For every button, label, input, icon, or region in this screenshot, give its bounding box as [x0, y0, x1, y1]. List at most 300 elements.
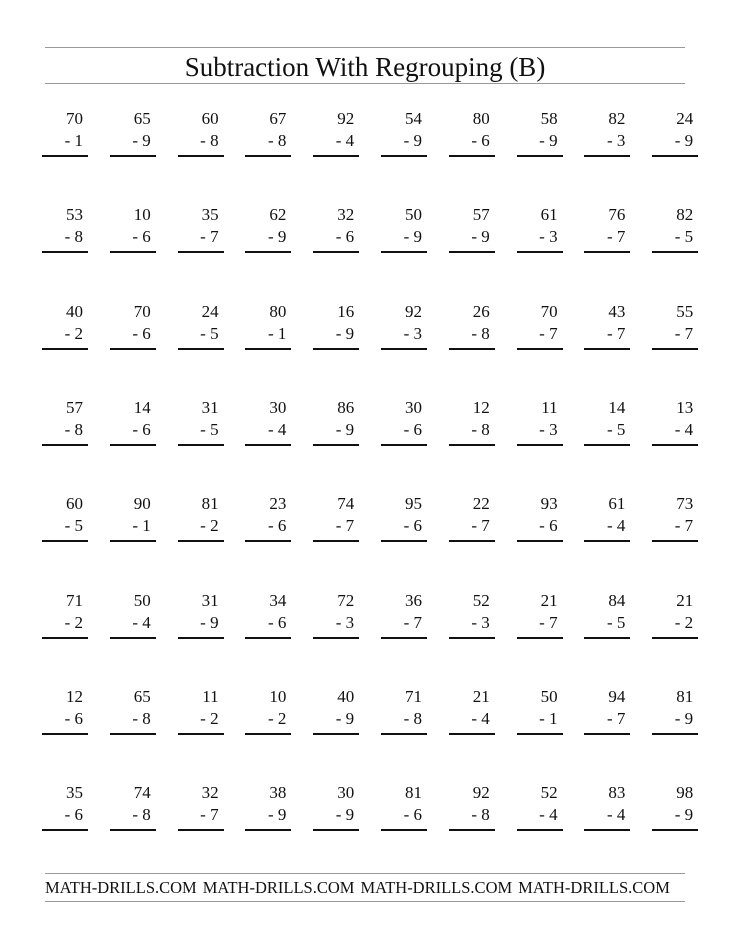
answer-line [245, 444, 291, 446]
answer-line [42, 444, 88, 446]
minuend: 22 [472, 494, 490, 514]
answer-line [584, 251, 630, 253]
answer-line [652, 444, 698, 446]
minuend: 83 [608, 783, 626, 803]
problem-5-6 [381, 494, 427, 540]
subtrahend: - 2 [200, 708, 219, 728]
minuend: 40 [337, 686, 355, 706]
problem-6-7 [449, 591, 495, 637]
answer-line [517, 637, 563, 639]
problem-3-7 [449, 302, 495, 348]
problem-7-4 [245, 687, 291, 733]
subtrahend: - 6 [267, 612, 287, 632]
subtrahend: - 8 [471, 805, 490, 825]
title-bottom-rule [45, 83, 685, 84]
minuend: 21 [540, 590, 558, 610]
subtrahend: - 9 [267, 805, 287, 825]
answer-line [245, 348, 291, 350]
problem-1-10 [652, 109, 698, 155]
minuend: 82 [676, 205, 694, 225]
problem-4-4 [245, 398, 291, 444]
minuend: 72 [337, 590, 355, 610]
answer-line [313, 444, 359, 446]
minuend: 12 [472, 397, 490, 417]
problem-4-1 [42, 398, 88, 444]
problem-8-3 [178, 783, 224, 829]
problem-8-7 [449, 783, 495, 829]
minuend: 12 [66, 686, 83, 706]
title-top-rule [45, 47, 685, 48]
answer-line [584, 733, 630, 735]
problem-3-6 [381, 302, 427, 348]
minuend: 34 [269, 590, 287, 610]
problem-1-5 [313, 109, 359, 155]
answer-line [449, 733, 495, 735]
subtrahend: - 5 [200, 323, 219, 343]
answer-line [313, 348, 359, 350]
answer-line [178, 637, 224, 639]
answer-line [449, 637, 495, 639]
subtrahend: - 9 [267, 227, 287, 247]
answer-line [381, 348, 427, 350]
answer-line [517, 829, 563, 831]
subtrahend: - 9 [335, 419, 355, 439]
answer-line [42, 733, 88, 735]
problem-1-9 [584, 109, 630, 155]
answer-line [449, 829, 495, 831]
problem-5-4 [245, 494, 291, 540]
minuend: 30 [337, 783, 355, 803]
subtrahend: - 6 [267, 516, 287, 536]
minuend: 10 [269, 686, 287, 706]
problem-4-8 [517, 398, 563, 444]
problem-5-7 [449, 494, 495, 540]
subtrahend: - 9 [539, 131, 558, 150]
answer-line [245, 155, 291, 157]
subtrahend: - 7 [539, 612, 558, 632]
problem-2-6 [381, 205, 427, 251]
subtrahend: - 7 [335, 516, 355, 536]
problem-3-2 [110, 302, 156, 348]
subtrahend: - 6 [64, 805, 83, 825]
subtrahend: - 2 [674, 612, 694, 632]
problem-6-6 [381, 591, 427, 637]
problem-6-5 [313, 591, 359, 637]
minuend: 95 [405, 494, 422, 514]
subtrahend: - 4 [674, 419, 694, 439]
subtrahend: - 5 [200, 419, 219, 439]
problem-2-1 [42, 205, 88, 251]
footer-bottom-rule [45, 901, 685, 902]
minuend: 93 [540, 494, 558, 514]
minuend: 50 [133, 590, 151, 610]
minuend: 67 [269, 109, 287, 128]
problem-6-3 [178, 591, 224, 637]
subtrahend: - 7 [403, 612, 422, 632]
subtrahend: - 9 [674, 805, 694, 825]
answer-line [42, 348, 88, 350]
subtrahend: - 5 [606, 612, 626, 632]
subtrahend: - 7 [471, 516, 490, 536]
subtrahend: - 8 [64, 227, 83, 247]
minuend: 50 [405, 205, 422, 225]
minuend: 57 [66, 397, 83, 417]
problem-5-10 [652, 494, 698, 540]
answer-line [313, 733, 359, 735]
problem-7-7 [449, 687, 495, 733]
problem-2-2 [110, 205, 156, 251]
problem-7-2 [110, 687, 156, 733]
subtrahend: - 9 [335, 323, 355, 343]
minuend: 74 [337, 494, 355, 514]
answer-line [652, 251, 698, 253]
answer-line [110, 733, 156, 735]
answer-line [381, 251, 427, 253]
minuend: 21 [676, 590, 694, 610]
subtrahend: - 1 [267, 323, 287, 343]
minuend: 94 [608, 686, 626, 706]
problem-6-8 [517, 591, 563, 637]
minuend: 84 [608, 590, 626, 610]
problem-4-2 [110, 398, 156, 444]
minuend: 65 [133, 109, 151, 128]
subtrahend: - 8 [471, 323, 490, 343]
answer-line [584, 155, 630, 157]
problem-2-8 [517, 205, 563, 251]
problem-8-10 [652, 783, 698, 829]
subtrahend: - 3 [403, 323, 422, 343]
answer-line [652, 733, 698, 735]
minuend: 40 [66, 301, 83, 321]
answer-line [245, 251, 291, 253]
minuend: 11 [541, 397, 558, 417]
minuend: 76 [608, 205, 626, 225]
answer-line [245, 733, 291, 735]
problem-1-2 [110, 109, 156, 155]
problem-8-9 [584, 783, 630, 829]
problem-5-9 [584, 494, 630, 540]
problem-6-2 [110, 591, 156, 637]
problem-5-5 [313, 494, 359, 540]
answer-line [584, 637, 630, 639]
problem-8-6 [381, 783, 427, 829]
minuend: 23 [269, 494, 287, 514]
subtrahend: - 8 [471, 419, 490, 439]
subtrahend: - 7 [200, 227, 219, 247]
minuend: 30 [405, 397, 422, 417]
minuend: 61 [540, 205, 558, 225]
problem-7-6 [381, 687, 427, 733]
answer-line [584, 829, 630, 831]
problem-7-1 [42, 687, 88, 733]
minuend: 16 [337, 301, 355, 321]
subtrahend: - 1 [539, 708, 558, 728]
minuend: 61 [608, 494, 626, 514]
problem-2-5 [313, 205, 359, 251]
answer-line [245, 829, 291, 831]
subtrahend: - 2 [267, 708, 287, 728]
answer-line [449, 540, 495, 542]
problem-2-4 [245, 205, 291, 251]
subtrahend: - 6 [335, 227, 355, 247]
minuend: 81 [201, 494, 219, 514]
minuend: 98 [676, 783, 694, 803]
minuend: 38 [269, 783, 287, 803]
answer-line [178, 155, 224, 157]
problem-7-9 [584, 687, 630, 733]
answer-line [42, 540, 88, 542]
minuend: 43 [608, 301, 626, 321]
minuend: 92 [337, 109, 355, 128]
answer-line [110, 251, 156, 253]
subtrahend: - 8 [200, 131, 219, 150]
answer-line [245, 540, 291, 542]
subtrahend: - 3 [606, 131, 626, 150]
subtrahend: - 6 [132, 419, 151, 439]
subtrahend: - 6 [64, 708, 83, 728]
minuend: 60 [66, 494, 83, 514]
problem-1-4 [245, 109, 291, 155]
subtrahend: - 6 [132, 227, 151, 247]
subtrahend: - 4 [132, 612, 151, 632]
answer-line [517, 540, 563, 542]
subtrahend: - 5 [606, 419, 626, 439]
problem-6-4 [245, 591, 291, 637]
answer-line [652, 155, 698, 157]
problem-8-4 [245, 783, 291, 829]
minuend: 57 [472, 205, 490, 225]
problem-4-6 [381, 398, 427, 444]
problem-7-10 [652, 687, 698, 733]
answer-line [584, 444, 630, 446]
minuend: 55 [676, 301, 694, 321]
problem-6-1 [42, 591, 88, 637]
answer-line [42, 155, 88, 157]
problem-4-3 [178, 398, 224, 444]
minuend: 70 [133, 301, 151, 321]
subtrahend: - 6 [471, 131, 490, 150]
subtrahend: - 8 [64, 419, 83, 439]
subtrahend: - 3 [539, 227, 558, 247]
problem-3-3 [178, 302, 224, 348]
answer-line [449, 155, 495, 157]
minuend: 52 [540, 783, 558, 803]
subtrahend: - 9 [471, 227, 490, 247]
subtrahend: - 3 [539, 419, 558, 439]
subtrahend: - 7 [606, 708, 626, 728]
subtrahend: - 9 [132, 131, 151, 150]
footer-text: MATH-DRILLS.COM [518, 878, 670, 897]
footer-text: MATH-DRILLS.COM [360, 878, 513, 897]
subtrahend: - 4 [267, 419, 287, 439]
minuend: 90 [133, 494, 151, 514]
answer-line [381, 540, 427, 542]
answer-line [517, 251, 563, 253]
problem-6-10 [652, 591, 698, 637]
answer-line [110, 444, 156, 446]
answer-line [110, 829, 156, 831]
minuend: 31 [201, 590, 219, 610]
subtrahend: - 8 [267, 131, 287, 150]
subtrahend: - 6 [403, 516, 422, 536]
minuend: 52 [472, 590, 490, 610]
problem-8-2 [110, 783, 156, 829]
minuend: 35 [66, 783, 83, 803]
answer-line [313, 829, 359, 831]
answer-line [449, 251, 495, 253]
problem-8-8 [517, 783, 563, 829]
subtrahend: - 5 [674, 227, 694, 247]
answer-line [584, 540, 630, 542]
minuend: 32 [201, 783, 219, 803]
answer-line [178, 540, 224, 542]
problem-1-8 [517, 109, 563, 155]
subtrahend: - 7 [674, 323, 694, 343]
subtrahend: - 4 [539, 805, 558, 825]
footer-text: MATH-DRILLS.COM [202, 878, 355, 897]
subtrahend: - 6 [132, 323, 151, 343]
subtrahend: - 7 [674, 516, 694, 536]
answer-line [42, 637, 88, 639]
answer-line [178, 444, 224, 446]
answer-line [313, 155, 359, 157]
subtrahend: - 7 [539, 323, 558, 343]
subtrahend: - 8 [132, 805, 151, 825]
minuend: 24 [201, 301, 219, 321]
answer-line [381, 155, 427, 157]
problem-4-9 [584, 398, 630, 444]
answer-line [245, 637, 291, 639]
problem-7-8 [517, 687, 563, 733]
subtrahend: - 9 [674, 131, 694, 150]
subtrahend: - 2 [64, 612, 83, 632]
problem-2-3 [178, 205, 224, 251]
minuend: 54 [405, 109, 422, 128]
subtrahend: - 5 [64, 516, 83, 536]
subtrahend: - 1 [132, 516, 151, 536]
problem-1-3 [178, 109, 224, 155]
subtrahend: - 9 [200, 612, 219, 632]
problem-5-1 [42, 494, 88, 540]
minuend: 14 [133, 397, 151, 417]
footer-top-rule [45, 873, 685, 874]
minuend: 92 [472, 783, 490, 803]
minuend: 70 [540, 301, 558, 321]
minuend: 86 [337, 397, 355, 417]
subtrahend: - 3 [335, 612, 355, 632]
problem-5-8 [517, 494, 563, 540]
answer-line [110, 540, 156, 542]
minuend: 32 [337, 205, 355, 225]
subtrahend: - 9 [335, 805, 355, 825]
page-title: Subtraction With Regrouping (B) [184, 52, 546, 82]
minuend: 62 [269, 205, 287, 225]
footer-watermark [45, 877, 685, 899]
answer-line [42, 829, 88, 831]
subtrahend: - 6 [539, 516, 558, 536]
answer-line [178, 251, 224, 253]
minuend: 74 [133, 783, 151, 803]
answer-line [449, 444, 495, 446]
subtrahend: - 9 [674, 708, 694, 728]
answer-line [178, 733, 224, 735]
subtrahend: - 2 [64, 323, 83, 343]
subtrahend: - 3 [471, 612, 490, 632]
minuend: 81 [405, 783, 422, 803]
minuend: 80 [472, 109, 490, 128]
problem-4-10 [652, 398, 698, 444]
minuend: 80 [269, 301, 287, 321]
answer-line [381, 829, 427, 831]
minuend: 36 [405, 590, 422, 610]
problem-8-5 [313, 783, 359, 829]
answer-line [517, 733, 563, 735]
minuend: 14 [608, 397, 626, 417]
problem-1-1 [42, 109, 88, 155]
minuend: 24 [676, 109, 694, 128]
problem-1-6 [381, 109, 427, 155]
minuend: 58 [540, 109, 558, 128]
subtrahend: - 6 [403, 419, 422, 439]
subtrahend: - 4 [471, 708, 490, 728]
problem-4-5 [313, 398, 359, 444]
problem-3-4 [245, 302, 291, 348]
minuend: 10 [133, 205, 151, 225]
problem-8-1 [42, 783, 88, 829]
answer-line [110, 637, 156, 639]
answer-line [652, 348, 698, 350]
minuend: 71 [405, 686, 422, 706]
minuend: 31 [201, 397, 219, 417]
subtrahend: - 9 [403, 227, 422, 247]
answer-line [110, 155, 156, 157]
answer-line [178, 829, 224, 831]
problem-2-10 [652, 205, 698, 251]
problem-3-5 [313, 302, 359, 348]
problem-5-2 [110, 494, 156, 540]
problem-2-9 [584, 205, 630, 251]
subtrahend: - 1 [64, 131, 83, 150]
subtrahend: - 4 [606, 516, 626, 536]
minuend: 73 [676, 494, 694, 514]
minuend: 70 [66, 109, 83, 128]
subtrahend: - 9 [335, 708, 355, 728]
subtrahend: - 4 [335, 131, 355, 150]
answer-line [652, 540, 698, 542]
subtrahend: - 8 [403, 708, 422, 728]
answer-line [449, 348, 495, 350]
footer-text: MATH-DRILLS.COM [45, 878, 197, 897]
problem-3-1 [42, 302, 88, 348]
answer-line [313, 637, 359, 639]
answer-line [110, 348, 156, 350]
subtrahend: - 9 [403, 131, 422, 150]
problem-3-9 [584, 302, 630, 348]
problem-1-7 [449, 109, 495, 155]
answer-line [517, 155, 563, 157]
answer-line [517, 444, 563, 446]
minuend: 82 [608, 109, 626, 128]
answer-line [178, 348, 224, 350]
subtrahend: - 4 [606, 805, 626, 825]
answer-line [313, 540, 359, 542]
minuend: 65 [133, 686, 151, 706]
subtrahend: - 7 [606, 227, 626, 247]
minuend: 26 [472, 301, 490, 321]
minuend: 11 [202, 686, 219, 706]
answer-line [313, 251, 359, 253]
problem-3-8 [517, 302, 563, 348]
